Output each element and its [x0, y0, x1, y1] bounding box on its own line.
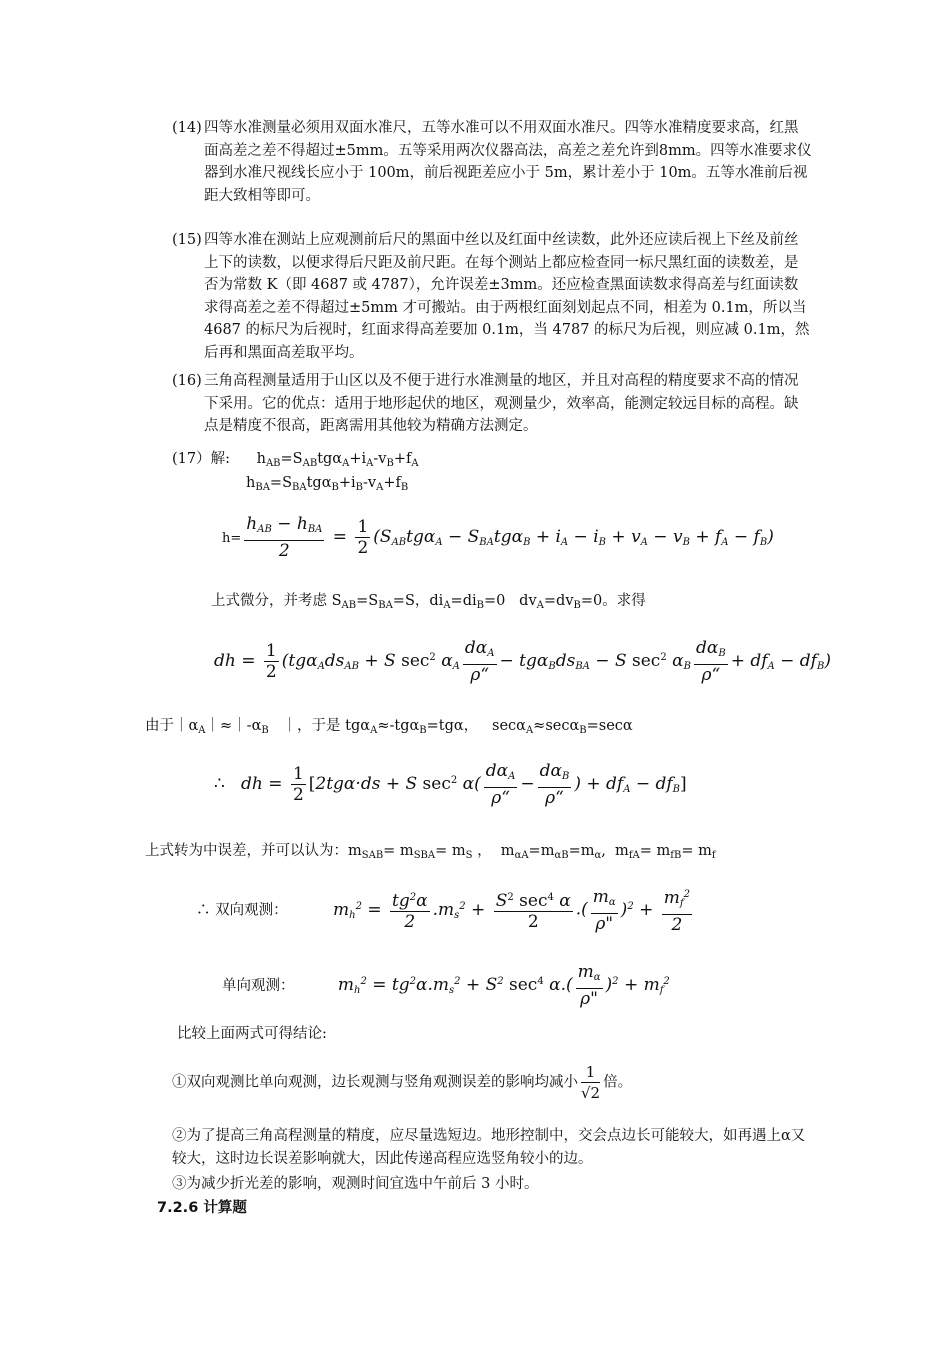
item-14: [172, 117, 812, 207]
conclusion-3: ③为减少折光差的影响，观测时间宜选中午前后 3 小时。: [172, 1176, 539, 1192]
conclusion-2: [172, 1125, 812, 1170]
diff-text-lead: 上式微分，并考虑 S: [211, 593, 342, 609]
formula-dh: dh = $\frac{1}{2}$ ($tg\alpha_Ads_{AB} + S$ $\sec^2 \alpha_A$ $\frac{d\alpha_A}{\rho“}$ − $tg\alpha_Bds_{BA} - S$ $\sec^2 \alpha_B$ $\frac{d\alpha_B}{\rho“}$ + $df_A - df_B$): [214, 638, 831, 685]
item-number: (14): [172, 120, 202, 136]
convert-label: 上式转为中误差，并可以认为：: [145, 843, 348, 859]
item-text: 四等水准在测站上应观测前后尺的黑面中丝以及红面中丝读数，此外还应读后视上下丝及前丝上下的读数，以便求得后尺距及前尺距。在每个测站上都应检查同一标尺黑红面的读数差，是否为常数 K（即 4687 或 4787），允许误差±3mm。还应检查黑面读数求得高差与红面读数求得高差之差不得超过±5mm 才可搬站。由于两根红面刻划起点不同，相差为 0.1m，所以当 4687 的标尺为后视时，红面求得高差要加 0.1m，当 4787 的标尺为后视，则应减 0.1m，然后再和黑面高差取平均。: [204, 232, 810, 361]
conclusion-1: ①双向观测比单向观测，边长观测与竖角观测误差的影响均减小 $\frac{1}{√2}$ 倍。: [172, 1063, 633, 1102]
convert-line: 上式转为中误差，并可以认为：$m_{SAB}= m_{SBA}= m_S$ ， $m_{\alpha A}=m_{\alpha B}=m_\alpha$, $m_{fA}= m_{fB}= m_f$: [145, 843, 716, 861]
item-text: 三角高程测量适用于山区以及不便于进行水准测量的地区，并且对高程的精度要求不高的情况下采用。它的优点：适用于地形起伏的地区，观测量少，效率高，能测定较远目标的高程。缺点是精度不很高，距离需用其他较为精确方法测定。: [204, 373, 799, 434]
conclusion-1-tail: 倍。: [603, 1074, 633, 1091]
section-heading: 7.2.6 计算题: [157, 1200, 247, 1216]
compare-text: 比较上面两式可得结论:: [177, 1026, 327, 1042]
item-number: (16): [172, 373, 202, 389]
double-label: ∴ 双向观测：: [196, 902, 288, 919]
since-label: 由于: [145, 718, 174, 734]
conclusion-2-text: ②为了提高三角高程测量的精度，应尽量选短边。地形控制中，交会点边长可能较大，如再遇上α又较大，这时边长误差影响就大，因此传递高程应选竖角较小的边。: [172, 1128, 806, 1167]
solution-label: (17）解:: [172, 451, 230, 467]
conclusion-1-text: ①双向观测比单向观测，边长观测与竖角观测误差的影响均减小: [172, 1074, 578, 1091]
since-line: 由于$|\alpha_A|\approx|-\alpha_B$ ｜，于是 tgα$_A$≈-tgα$_B$=tgα， secα$_A$≈secα$_B$=secα: [145, 718, 633, 736]
solution-eq-2: $h_{BA}=S_{BA}tg\alpha_B+i_B-v_A+f_B$: [246, 475, 409, 493]
formula-double: ∴ 双向观测： $m_h^2$ = $\frac{tg^2\alpha}{2}$ $.m_s^2$ + $\frac{S^2 \sec^4 \alpha}{2}$ .( $\frac{m_\alpha}{\rho"}$ )$^2$ + $\frac{m_f^2}{2}$: [196, 886, 690, 935]
formula-single: 单向观测： $m_h^2 = tg^2\alpha.m_s^2 + S^2$ $\sec^4 \alpha$.( $\frac{m_\alpha}{\rho"}$ )$^2 + m_f^2$: [222, 962, 670, 1009]
formula-dh-simplified: ∴ dh = $\frac{1}{2}$ [2tgα·ds + S $\sec^2 \alpha$( $\frac{d\alpha_A}{\rho“}$ − $\frac{d\alpha_B}{\rho“}$ ) + $df_A - df_B$]: [214, 761, 687, 808]
solution-eq-1: (17）解: $h_{AB}=S_{AB}tg\alpha_A+i_A-v_B+f_A$: [172, 451, 419, 469]
item-number: (15): [172, 232, 202, 248]
item-16: [172, 370, 812, 438]
item-15: [172, 229, 812, 364]
single-label: 单向观测：: [222, 978, 295, 994]
formula-h-mean: h= $\frac{h_{AB} - h_{BA}}{2}$ = $\frac{1}{2}$ $(S_{AB}tg\alpha_A - S_{BA}tg\alpha_B + i_A - i_B + v_A - v_B + f_A - f_B)$: [222, 514, 774, 561]
differential-text: 上式微分，并考虑 $S_{AB}=S_{BA}=S$，$di_A=di_B=0$ $dv_A=dv_B=0$。求得: [211, 593, 646, 611]
item-text: 四等水准测量必须用双面水准尺，五等水准可以不用双面水准尺。四等水准精度要求高，红黑面高差之差不得超过±5mm。五等采用两次仪器高法，高差之差允许到8mm。四等水准要求仪器到水准尺视线长应小于 100m，前后视距差应小于 5m，累计差小于 10m。五等水准前后视距大致相等即可。: [204, 120, 812, 204]
